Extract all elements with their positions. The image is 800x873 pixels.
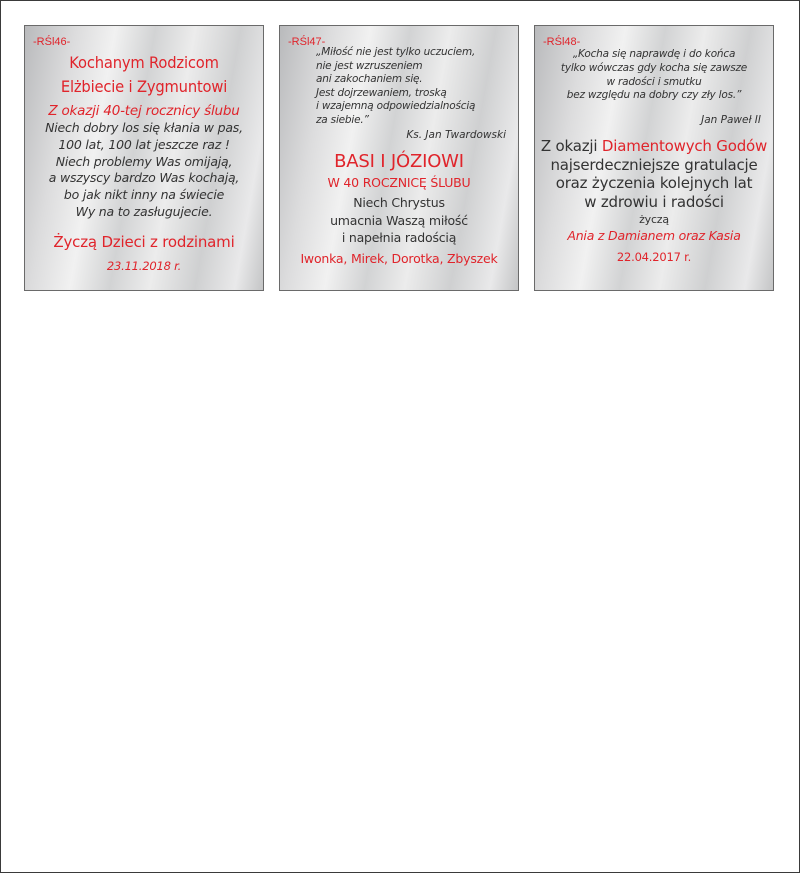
plaque-code: -RŚl48- [543, 36, 581, 48]
signature-text: Ania z Damianem oraz Kasia [567, 228, 741, 243]
dedication-block [535, 137, 773, 265]
signature-text: Życzą Dzieci z rodzinami [53, 232, 235, 251]
quote-line: i wzajemną odpowiedzialnością [316, 100, 476, 113]
plaque-content [280, 26, 518, 290]
occasion-text: Z okazji 40-tej rocznicy ślubu [48, 103, 240, 119]
dedication-line: Elżbiecie i Zygmuntowi [60, 77, 228, 96]
wish-line: Niech Chrystus [353, 195, 445, 210]
wish-verb: życzą [639, 213, 669, 226]
plaque-rsl48 [534, 25, 774, 291]
occasion-prefix: Z okazji [540, 137, 602, 155]
quote-line: w radości i smutku [606, 75, 702, 88]
verse-line: a wszyscy bardzo Was kochają, [48, 170, 240, 186]
date-text: 22.04.2017 r. [616, 250, 692, 264]
wish-block [280, 194, 518, 247]
dedication-block [280, 149, 518, 268]
dedication-line: Kochanym Rodzicom [69, 53, 219, 72]
quote-line: bez względu na dobry czy zły los.” [566, 89, 742, 102]
quote-line: „Kocha się naprawdę i do końca [572, 48, 736, 60]
quote-line: „Miłość nie jest tylko uczuciem, [316, 46, 476, 58]
quote-author: Jan Paweł II [701, 114, 761, 126]
date-text: 23.11.2018 r. [106, 258, 182, 273]
plaque-rsl47 [279, 25, 519, 291]
names-heading: BASI I JÓZIOWI [334, 151, 464, 172]
verse-line: Niech dobry los się kłania w pas, [45, 120, 243, 135]
wish-line: najserdeczniejsze gratulacje [550, 155, 758, 174]
verse-line: Wy na to zasługujecie. [75, 203, 213, 219]
plaque-rsl46 [24, 25, 264, 291]
occasion-text: W 40 ROCZNICĘ ŚLUBU [327, 175, 471, 190]
verse-line: 100 lat, 100 lat jeszcze raz ! [58, 136, 230, 152]
occasion-line [535, 137, 773, 156]
plaque-code: -RŚl46- [33, 36, 71, 48]
quote-line: nie jest wzruszeniem [316, 59, 423, 72]
wish-line: oraz życzenia kolejnych lat [555, 174, 753, 192]
wish-line: umacnia Waszą miłość [330, 212, 468, 228]
quote-line: ani zakochaniem się. [316, 73, 423, 86]
verse-block [25, 120, 263, 221]
quote-line: tylko wówczas gdy kocha się zawsze [560, 61, 748, 74]
quote-block [316, 46, 475, 128]
quote-block [535, 48, 773, 103]
quote-line: za siebie.” [316, 113, 369, 126]
plaque-code: -RŚl47- [288, 36, 326, 48]
plaque-content [25, 51, 263, 290]
wish-line: w zdrowiu i radości [584, 192, 724, 211]
quote-line: Jest dojrzewaniem, troską [316, 86, 447, 99]
quote-author: Ks. Jan Twardowski [406, 129, 506, 141]
wish-line: i napełnia radością [341, 230, 457, 245]
verse-line: Niech problemy Was omijają, [55, 153, 233, 169]
signature-text: Iwonka, Mirek, Dorotka, Zbyszek [300, 250, 498, 266]
plaque-content [535, 26, 773, 290]
occasion-highlight: Diamentowych Godów [601, 137, 768, 155]
verse-line: bo jak nikt inny na świecie [63, 187, 225, 203]
